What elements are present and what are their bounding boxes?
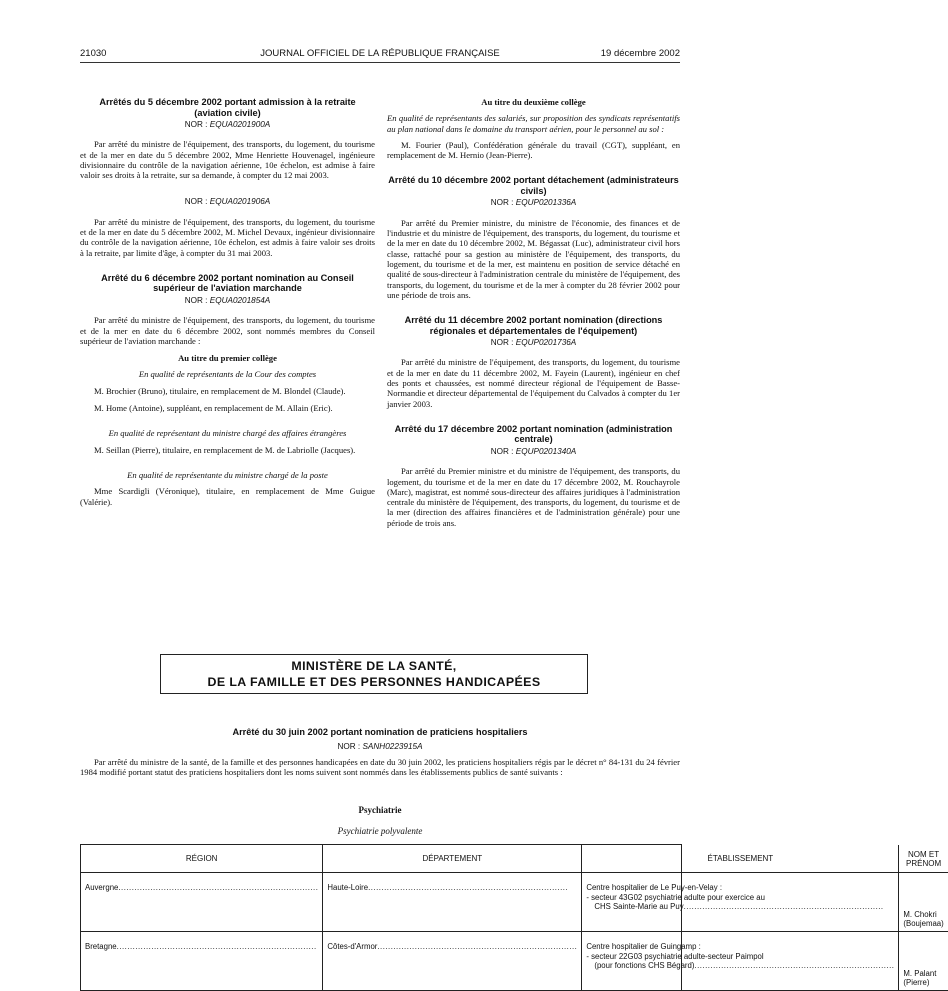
paragraph: Par arrêté du ministre de l'équipement, des transports, du logement, du tourisme et de la mer en date du 5 décembre 2002, Mme Henriette Houvenagel, ingénieure divisionnaire du contrôle de la navigation aérienne, 10e échelon, est admise à faire valoir ses droits à la retraite, sur sa demande, à compter du 12 mai 2003. <box>80 139 375 181</box>
member-line: M. Home (Antoine), suppléant, en remplacement de M. Allain (Eric). <box>94 403 333 414</box>
arrete-title: Arrêté du 11 décembre 2002 portant nomination (directions régionales et départementales de l'équipement) <box>404 315 663 336</box>
nor-reference: NOR : EQUP0201340A <box>490 446 577 456</box>
column-header: DÉPARTEMENT <box>323 845 582 873</box>
name-cell: M. Palant (Pierre) <box>899 932 948 991</box>
nor-reference: NOR : EQUP0201736A <box>490 338 577 348</box>
table-header-row <box>81 845 948 873</box>
section-heading: Au titre du deuxième collège <box>481 97 586 107</box>
column-header: NOM ET PRÉNOM <box>899 845 948 873</box>
nor-reference: NOR : EQUA0201900A <box>184 120 271 129</box>
paragraph: Par arrêté du ministre de l'équipement, des transports, du logement, du tourisme et de la mer en date du 5 décembre 2002, M. Michel Devaux, ingénieur divisionnaire du contrôle de la navigation aérienne, 10e échelon, est admis à faire valoir ses droits à la retraite, par limite d'âge, à compter du 31 mai 2003. <box>80 216 375 258</box>
appointments-table <box>80 844 944 991</box>
subsection-heading: En qualité de représentante du ministre chargé de la poste <box>127 469 328 480</box>
etablissement-cell: Centre hospitalier de Le Puy-en-Velay : - secteur 43G02 psychiatrie adulte pour exercice au CHS Sainte-Marie au Puy ..... <box>582 873 899 932</box>
column-header: RÉGION <box>81 845 323 873</box>
arrete-title: Arrêté du 10 décembre 2002 portant détachement (administrateurs civils) <box>388 175 679 196</box>
ministry-banner <box>160 654 588 694</box>
ministry-line-1: MINISTÈRE DE LA SANTÉ, <box>291 659 457 673</box>
etablissement-cell: Centre hospitalier de Guingamp : - secteur 22G03 psychiatrie adulte-secteur Paimpol (pour fonctions CHS Bégard) ..... <box>582 932 899 991</box>
subsection-heading: En qualité de représentants de la Cour des comptes <box>138 369 317 380</box>
ministry-line-2: DE LA FAMILLE ET DES PERSONNES HANDICAPÉES <box>207 675 541 689</box>
name-cell: M. Chokri (Boujemaa) <box>899 873 948 932</box>
paragraph: Par arrêté du Premier ministre et du ministre de l'équipement, des transports, du logement, du tourisme et de la mer en date du 17 décembre 2002, M. Rouchayrole (Marc), magistrat, est nommé sous-directeur des affaires juridiques à l'administration centrale du ministère de l'équipement, des transports, du logement, du tourisme et de la mer (direction des affaires financières et de l'administration générale) pour une période de trois ans. <box>387 466 680 528</box>
arrete-title: Arrêtés du 5 décembre 2002 portant admission à la retraite (aviation civile) <box>99 97 356 118</box>
nor-reference: NOR : EQUA0201854A <box>184 295 271 305</box>
subsection-heading: En qualité de représentant du ministre chargé des affaires étrangères <box>108 428 347 439</box>
issue-date: 19 décembre 2002 <box>600 48 680 59</box>
paragraph: Par arrêté du ministre de la santé, de la famille et des personnes handicapées en date du 30 juin 2002, les praticiens hospitaliers régis par le décret n° 84-131 du 24 février 1984 modifié portant statut des praticiens hospitaliers dont les noms suivent sont nommés dans les établissements publics de santé suivants : <box>80 757 680 778</box>
nor-reference: NOR : EQUP0201336A <box>490 198 577 208</box>
table-row <box>81 932 948 991</box>
region-cell: Bretagne ..... <box>81 932 323 991</box>
arrete-title: Arrêté du 6 décembre 2002 portant nomination au Conseil supérieur de l'aviation marchande <box>101 272 354 294</box>
nor-reference: NOR : SANH0223915A <box>337 742 423 751</box>
member-line: M. Brochier (Bruno), titulaire, en remplacement de M. Blondel (Claude). <box>94 385 346 396</box>
subsection-heading: En qualité de représentants des salariés, sur proposition des syndicats représentatifs au plan national dans le domaine du transport aérien, pour le personnel au sol : <box>387 113 680 134</box>
region-cell: Auvergne ..... <box>81 873 323 932</box>
paragraph: Par arrêté du ministre de l'équipement, des transports, du logement, du tourisme et de la mer en date du 6 décembre 2002, sont nommés membres du Conseil supérieur de l'aviation marchande : <box>80 315 375 346</box>
column-header: ÉTABLISSEMENT <box>582 845 899 873</box>
table-row <box>81 873 948 932</box>
subsection-heading: Psychiatrie polyvalente <box>337 826 423 836</box>
page-header <box>80 48 680 60</box>
member-line: M. Fourier (Paul), Confédération générale du travail (CGT), suppléant, en remplacement de M. Hernio (Jean-Pierre). <box>387 139 680 161</box>
nor-reference: NOR : EQUA0201906A <box>184 197 271 207</box>
journal-title: JOURNAL OFFICIEL DE LA RÉPUBLIQUE FRANÇAISE <box>260 48 500 59</box>
member-line: M. Seillan (Pierre), titulaire, en remplacement de M. de Labriolle (Jacques). <box>94 444 356 455</box>
arrete-title: Arrêté du 17 décembre 2002 portant nomination (administration centrale) <box>394 423 673 445</box>
page-number: 21030 <box>80 48 107 59</box>
left-column <box>80 97 375 514</box>
header-rule <box>80 62 680 63</box>
section-heading: Au titre du premier collège <box>178 353 277 364</box>
departement-cell: Côtes-d'Armor ..... <box>323 932 582 991</box>
section-heading: Psychiatrie <box>358 805 402 815</box>
arrete-title: Arrêté du 30 juin 2002 portant nomination de praticiens hospitaliers <box>232 727 528 737</box>
paragraph: Par arrêté du ministre de l'équipement, des transports, du logement, du tourisme et de la mer en date du 11 décembre 2002, M. Fayein (Laurent), ingénieur en chef des ponts et chaussées, est nommé directeur régional de l'équipement de Basse-Normandie et directeur départemental de l'équipement du Calvados à compter du 1er janvier 2003. <box>387 357 680 409</box>
departement-cell: Haute-Loire ..... <box>323 873 582 932</box>
right-column <box>387 97 680 535</box>
paragraph: Par arrêté du Premier ministre, du ministre de l'économie, des finances et de l'industrie et du ministre de l'équipement, des transports, du logement, du tourisme et de la mer en date du 10 décembre 2002, M. Bégassat (Luc), administrateur civil hors classe, rattaché pour sa gestion au ministère de l'équipement, des transports, du logement, du tourisme et de la mer, est maintenu en position de service détaché en qualité de sous-directeur à l'administration centrale du ministère de l'équipement, des transports, du logement, du tourisme et de la mer à compter du 28 février 2002 pour une période de trois ans. <box>387 217 680 300</box>
member-line: Mme Scardigli (Véronique), titulaire, en remplacement de Mme Guigue (Valérie). <box>80 486 375 507</box>
